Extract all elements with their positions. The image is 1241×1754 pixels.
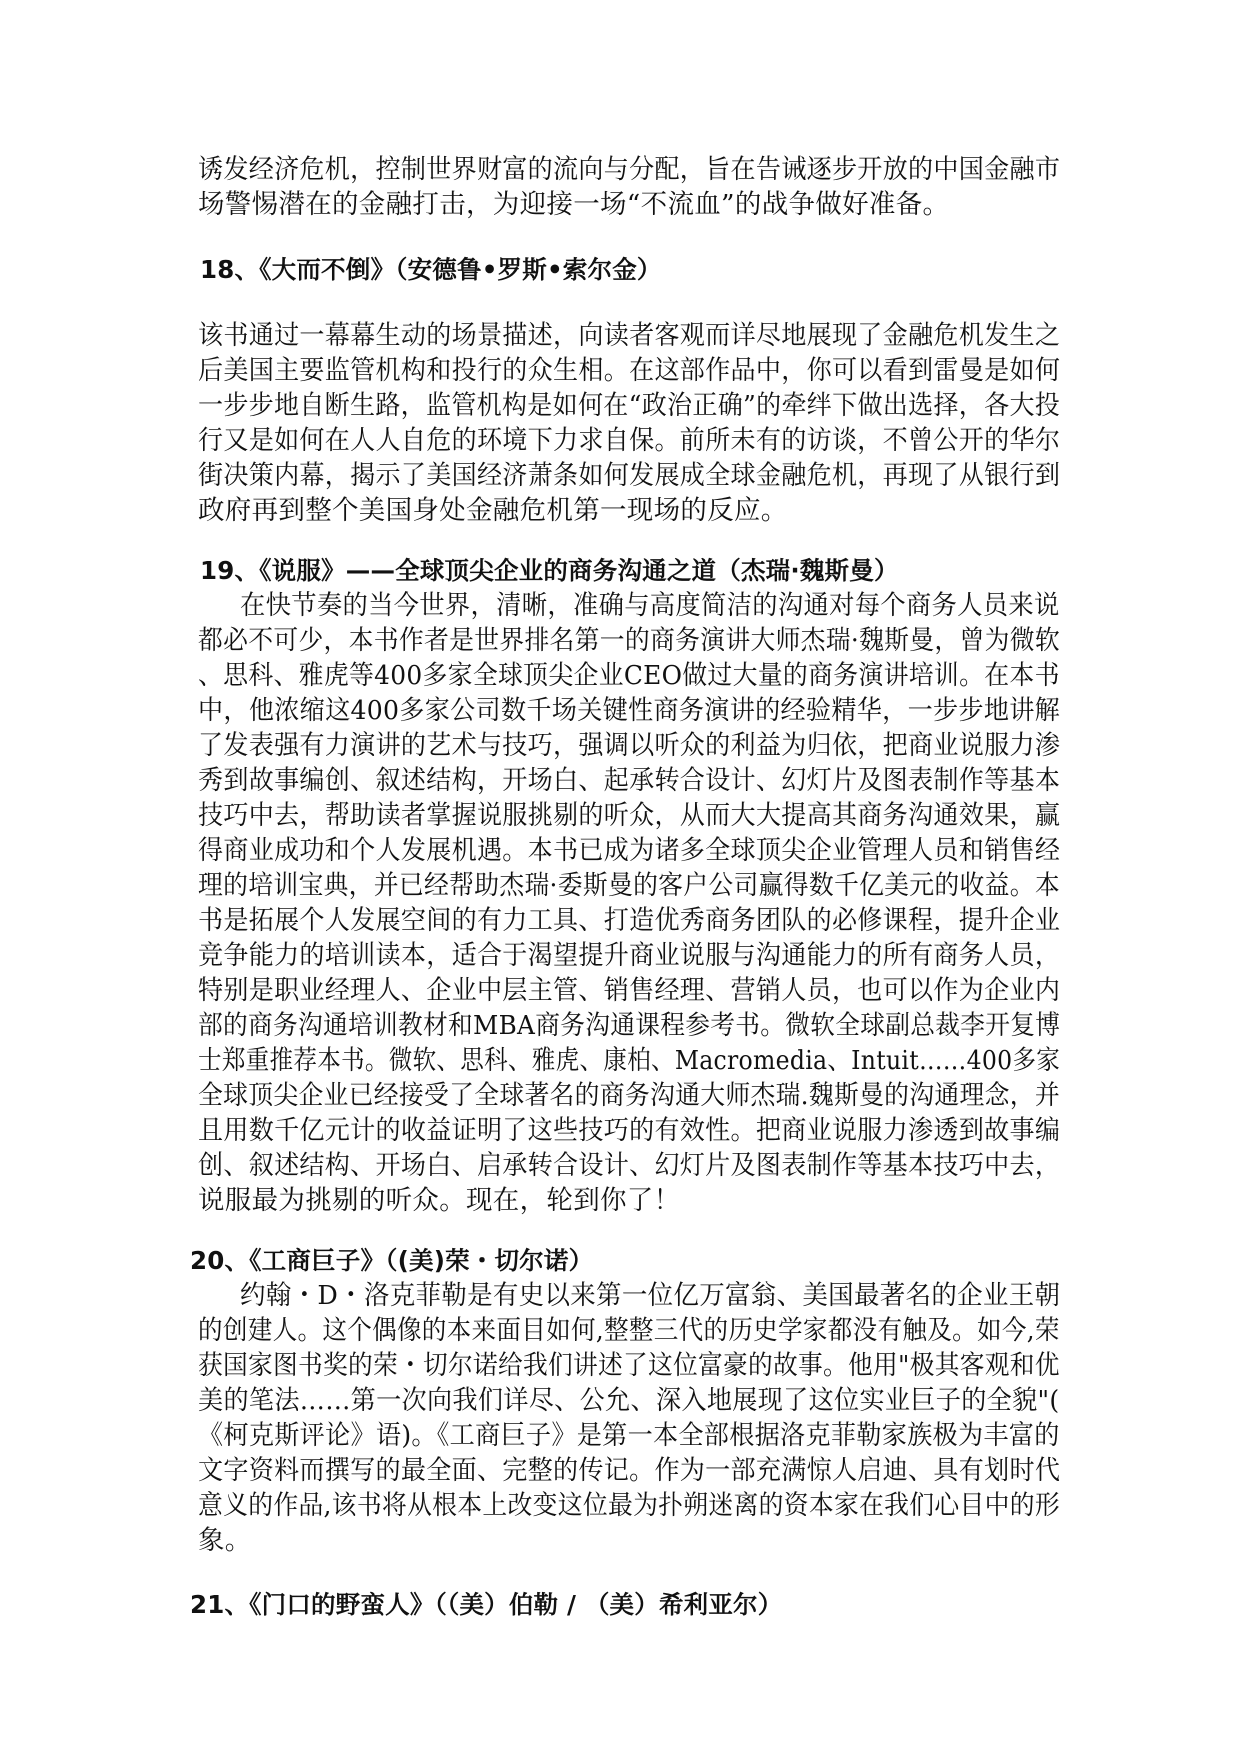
section-19-line: 书是拓展个人发展空间的有力工具、打造优秀商务团队的必修课程，提升企业 <box>198 905 1061 936</box>
section-19-line: 特别是职业经理人、企业中层主管、销售经理、营销人员，也可以作为企业内 <box>198 975 1061 1006</box>
section-20-heading: 20、《工商巨子》（(美)荣・切尔诺） <box>190 1246 594 1275</box>
section-20-line: 美的笔法……第一次向我们详尽、公允、深入地展现了这位实业巨子的全貌"( <box>198 1385 1060 1416</box>
section-18-line: 行又是如何在人人自危的环境下力求自保。前所未有的访谈，不曾公开的华尔 <box>198 425 1061 456</box>
section-18-line: 政府再到整个美国身处金融危机第一现场的反应。 <box>198 495 788 526</box>
section-19-heading: 19、《说服》——全球顶尖企业的商务沟通之道（杰瑞·魏斯曼） <box>200 556 899 585</box>
section-20-line: 《柯克斯评论》语)。《工商巨子》是第一本全部根据洛克菲勒家族极为丰富的 <box>198 1420 1060 1451</box>
intro-line: 场警惕潜在的金融打击，为迎接一场“不流血”的战争做好准备。 <box>198 189 950 220</box>
intro-line: 诱发经济危机，控制世界财富的流向与分配，旨在告诫逐步开放的中国金融市 <box>198 154 1061 185</box>
section-20-line: 获国家图书奖的荣・切尔诺给我们讲述了这位富豪的故事。他用"极其客观和优 <box>198 1350 1060 1381</box>
section-18-line: 后美国主要监管机构和投行的众生相。在这部作品中，你可以看到雷曼是如何 <box>198 355 1061 386</box>
section-19-line: 全球顶尖企业已经接受了全球著名的商务沟通大师杰瑞.魏斯曼的沟通理念，并 <box>198 1080 1060 1111</box>
section-18-line: 该书通过一幕幕生动的场景描述，向读者客观而详尽地展现了金融危机发生之 <box>198 320 1061 351</box>
section-20-line: 约翰・D・洛克菲勒是有史以来第一位亿万富翁、美国最著名的企业王朝 <box>240 1280 1061 1311</box>
section-21-heading: 21、《门口的野蛮人》（（美）伯勒 / （美）希利亚尔） <box>190 1590 783 1619</box>
section-19-line: 在快节奏的当今世界，清晰，准确与高度简洁的沟通对每个商务人员来说 <box>240 590 1060 621</box>
section-19-line: 了发表强有力演讲的艺术与技巧，强调以听众的利益为归依，把商业说服力渗 <box>198 730 1061 761</box>
section-19-line: 说服最为挑剔的听众。现在，轮到你了！ <box>198 1185 681 1216</box>
section-19-line: 都必不可少，本书作者是世界排名第一的商务演讲大师杰瑞·魏斯曼，曾为微软 <box>198 625 1060 656</box>
section-19-line: 竞争能力的培训读本，适合于渴望提升商业说服与沟通能力的所有商务人员， <box>198 940 1061 971</box>
section-18-line: 一步步地自断生路，监管机构是如何在“政治正确”的牵绊下做出选择，各大投 <box>198 390 1061 421</box>
section-19-line: 中，他浓缩这400多家公司数千场关键性商务演讲的经验精华，一步步地讲解 <box>198 695 1061 726</box>
section-19-line: 得商业成功和个人发展机遇。本书已成为诸多全球顶尖企业管理人员和销售经 <box>198 835 1061 866</box>
section-19-line: 且用数千亿元计的收益证明了这些技巧的有效性。把商业说服力渗透到故事编 <box>198 1115 1061 1146</box>
section-19-line: 、思科、雅虎等400多家全球顶尖企业CEO做过大量的商务演讲培训。在本书 <box>198 660 1060 691</box>
section-19-line: 士郑重推荐本书。微软、思科、雅虎、康柏、Macromedia、Intuit……400多家 <box>198 1045 1061 1076</box>
section-18-heading: 18、《大而不倒》（安德鲁•罗斯•索尔金） <box>200 255 662 284</box>
section-20-line: 文字资料而撰写的最全面、完整的传记。作为一部充满惊人启迪、具有划时代 <box>198 1455 1061 1486</box>
section-19-line: 部的商务沟通培训教材和MBA商务沟通课程参考书。微软全球副总裁李开复博 <box>198 1010 1061 1041</box>
section-20-line: 象。 <box>198 1525 252 1556</box>
section-19-line: 创、叙述结构、开场白、启承转合设计、幻灯片及图表制作等基本技巧中去， <box>198 1150 1061 1181</box>
section-19-line: 技巧中去，帮助读者掌握说服挑剔的听众，从而大大提高其商务沟通效果，赢 <box>198 800 1061 831</box>
section-19-line: 理的培训宝典，并已经帮助杰瑞·委斯曼的客户公司赢得数千亿美元的收益。本 <box>198 870 1060 901</box>
section-18-line: 街决策内幕，揭示了美国经济萧条如何发展成全球金融危机，再现了从银行到 <box>198 460 1061 491</box>
section-20-line: 意义的作品,该书将从根本上改变这位最为扑朔迷离的资本家在我们心目中的形 <box>198 1490 1060 1521</box>
section-19-line: 秀到故事编创、叙述结构，开场白、起承转合设计、幻灯片及图表制作等基本 <box>198 765 1061 796</box>
section-20-line: 的创建人。这个偶像的本来面目如何,整整三代的历史学家都没有触及。如今,荣 <box>198 1315 1060 1346</box>
